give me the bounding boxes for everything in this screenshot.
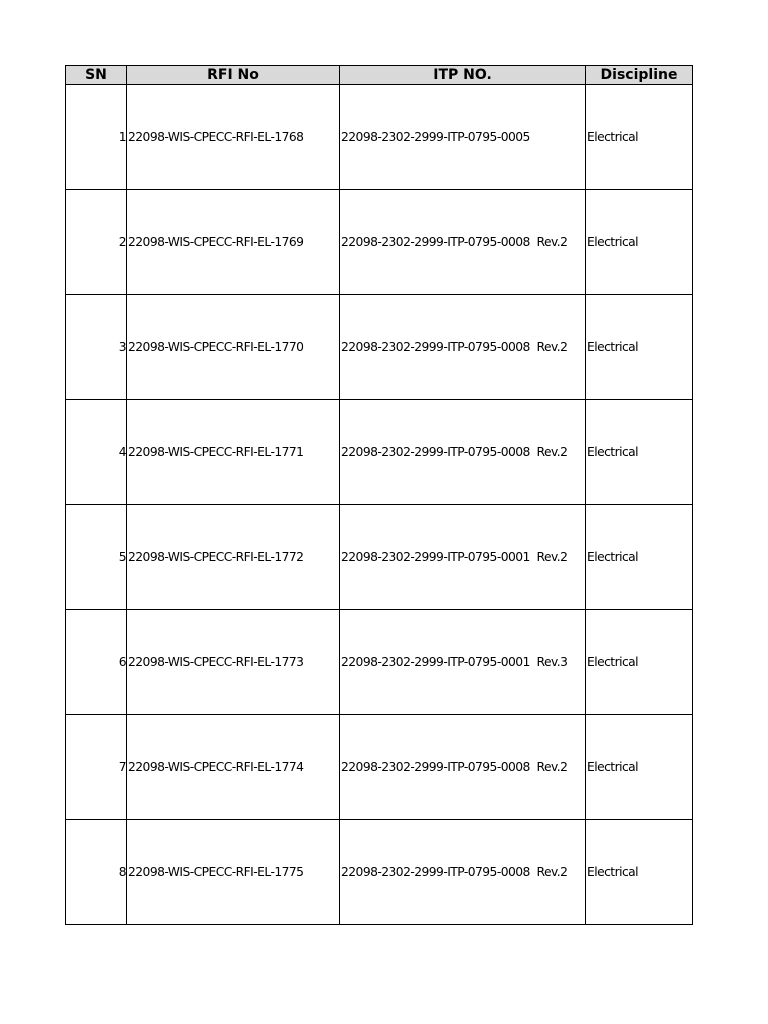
cell-sn: 3 xyxy=(66,295,127,400)
cell-discipline: Electrical xyxy=(586,190,693,295)
cell-itp-no: 22098-2302-2999-ITP-0795-0008 Rev.2 xyxy=(340,820,586,925)
cell-itp-no: 22098-2302-2999-ITP-0795-0008 Rev.2 xyxy=(340,715,586,820)
table-row xyxy=(66,85,693,190)
table-row xyxy=(66,610,693,715)
cell-discipline: Electrical xyxy=(586,85,693,190)
cell-itp-no: 22098-2302-2999-ITP-0795-0008 Rev.2 xyxy=(340,400,586,505)
cell-rfi-no: 22098-WIS-CPECC-RFI-EL-1769 xyxy=(127,190,340,295)
cell-rfi-no: 22098-WIS-CPECC-RFI-EL-1773 xyxy=(127,610,340,715)
cell-rfi-no: 22098-WIS-CPECC-RFI-EL-1774 xyxy=(127,715,340,820)
header-itp-no: ITP NO. xyxy=(340,66,586,85)
cell-sn: 2 xyxy=(66,190,127,295)
cell-discipline: Electrical xyxy=(586,820,693,925)
cell-discipline: Electrical xyxy=(586,610,693,715)
rfi-table xyxy=(65,65,693,925)
cell-rfi-no: 22098-WIS-CPECC-RFI-EL-1768 xyxy=(127,85,340,190)
table-row xyxy=(66,400,693,505)
table-row xyxy=(66,820,693,925)
cell-rfi-no: 22098-WIS-CPECC-RFI-EL-1770 xyxy=(127,295,340,400)
table-row xyxy=(66,505,693,610)
cell-discipline: Electrical xyxy=(586,715,693,820)
cell-itp-no: 22098-2302-2999-ITP-0795-0005 xyxy=(340,85,586,190)
rfi-sheet xyxy=(65,65,692,925)
cell-sn: 5 xyxy=(66,505,127,610)
table-row xyxy=(66,190,693,295)
cell-rfi-no: 22098-WIS-CPECC-RFI-EL-1775 xyxy=(127,820,340,925)
cell-sn: 4 xyxy=(66,400,127,505)
cell-itp-no: 22098-2302-2999-ITP-0795-0008 Rev.2 xyxy=(340,295,586,400)
table-header-row xyxy=(66,66,693,85)
cell-discipline: Electrical xyxy=(586,295,693,400)
cell-rfi-no: 22098-WIS-CPECC-RFI-EL-1771 xyxy=(127,400,340,505)
cell-itp-no: 22098-2302-2999-ITP-0795-0001 Rev.2 xyxy=(340,505,586,610)
cell-discipline: Electrical xyxy=(586,400,693,505)
header-rfi-no: RFI No xyxy=(127,66,340,85)
cell-sn: 8 xyxy=(66,820,127,925)
cell-sn: 1 xyxy=(66,85,127,190)
table-row xyxy=(66,295,693,400)
cell-rfi-no: 22098-WIS-CPECC-RFI-EL-1772 xyxy=(127,505,340,610)
cell-itp-no: 22098-2302-2999-ITP-0795-0001 Rev.3 xyxy=(340,610,586,715)
header-discipline: Discipline xyxy=(586,66,693,85)
cell-sn: 7 xyxy=(66,715,127,820)
cell-itp-no: 22098-2302-2999-ITP-0795-0008 Rev.2 xyxy=(340,190,586,295)
cell-sn: 6 xyxy=(66,610,127,715)
header-sn: SN xyxy=(66,66,127,85)
cell-discipline: Electrical xyxy=(586,505,693,610)
table-row xyxy=(66,715,693,820)
